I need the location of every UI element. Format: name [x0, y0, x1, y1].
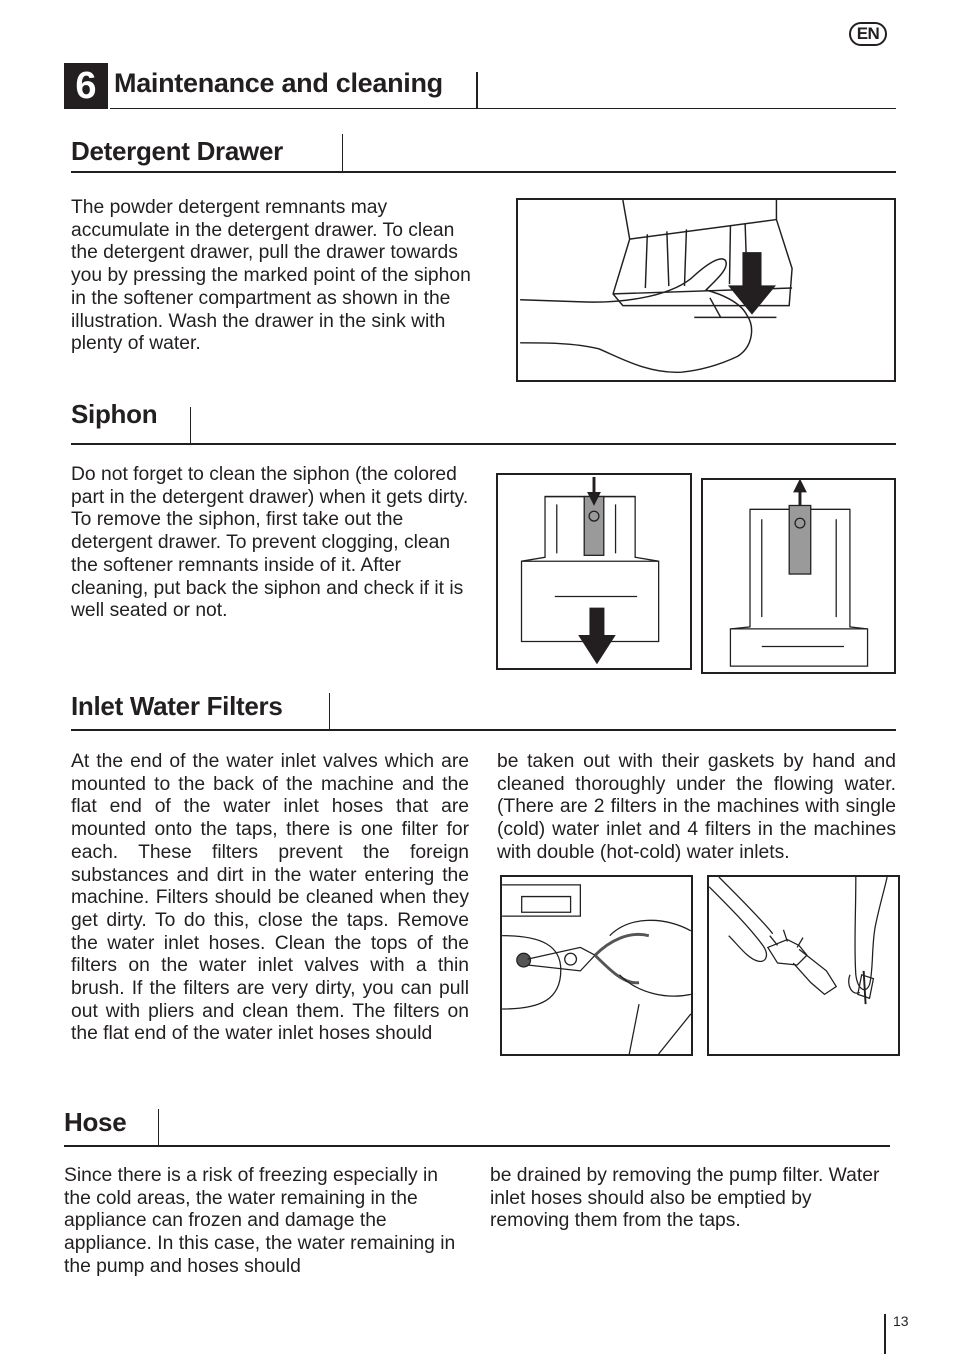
section-rule: [71, 443, 896, 445]
section-divider: [158, 1109, 159, 1147]
section-rule: [71, 729, 896, 731]
hose-text-left: Since there is a risk of freezing especially in the cold areas, the water remaining in the appliance can frozen and damage the appliance. In this case, the water remaining in the pump and hoses should: [64, 1165, 456, 1277]
inlet-filters-text-left: At the end of the water inlet valves which are mounted to the back of the machine and the flat end of the water inlet hoses that are mounted onto the taps, there is one filter for each. These filters prevent the foreign substances and dirt in the water entering the machine. Filters should be cleaned when they get dirty. To do this, close the taps. Remove the water inlet hoses. Clean the tops of the filters on the water inlet valves with a thin brush. If the filters are very dirty, you can pull out with pliers and clean them. The filters on the flat end of the water inlet hoses should: [71, 751, 469, 1045]
hose-text-right: be drained by removing the pump filter. Water inlet hoses should also be emptied by removing them from the taps.: [490, 1165, 880, 1232]
detergent-drawer-illustration: [516, 198, 896, 382]
section-rule: [64, 1145, 890, 1147]
page-number: 13: [893, 1313, 909, 1329]
siphon-text: Do not forget to clean the siphon (the colored part in the detergent drawer) when it gets dirty. To remove the siphon, first take out the detergent drawer. To prevent clogging, clean the softener remnants inside of it. After cleaning, put back the siphon and check if it is well seated or not.: [71, 464, 469, 622]
page-number-bar: [884, 1314, 886, 1354]
inlet-filters-text-right: be taken out with their gaskets by hand and cleaned thoroughly under the flowing water. (There are 2 filters in the machines with single (cold) water inlet and 4 filters in the machines with double (hot-cold) water inlets.: [497, 751, 896, 863]
section-title-hose: Hose: [64, 1107, 127, 1137]
chapter-rule: [110, 108, 896, 109]
section-title-siphon: Siphon: [71, 399, 158, 429]
section-divider: [329, 693, 330, 731]
siphon-insert-illustration: [496, 473, 692, 670]
section-title-inlet-filters: Inlet Water Filters: [71, 691, 283, 721]
section-divider: [342, 134, 343, 172]
siphon-remove-illustration: [701, 478, 896, 674]
valve-filter-pliers-illustration: [500, 875, 693, 1056]
chapter-title: Maintenance and cleaning: [114, 68, 443, 98]
section-rule: [71, 171, 896, 173]
language-badge: EN: [849, 22, 887, 46]
chapter-number: 6: [64, 63, 108, 109]
hose-filter-hand-illustration: [707, 875, 900, 1056]
detergent-drawer-text: The powder detergent remnants may accumulate in the detergent drawer. To clean the detergent drawer, pull the drawer towards you by pressing the marked point of the siphon in the softener compartment as shown in the illustration. Wash the drawer in the sink with plenty of water.: [71, 197, 471, 355]
section-divider: [190, 407, 191, 445]
section-title-detergent-drawer: Detergent Drawer: [71, 136, 283, 166]
chapter-divider: [476, 72, 478, 109]
